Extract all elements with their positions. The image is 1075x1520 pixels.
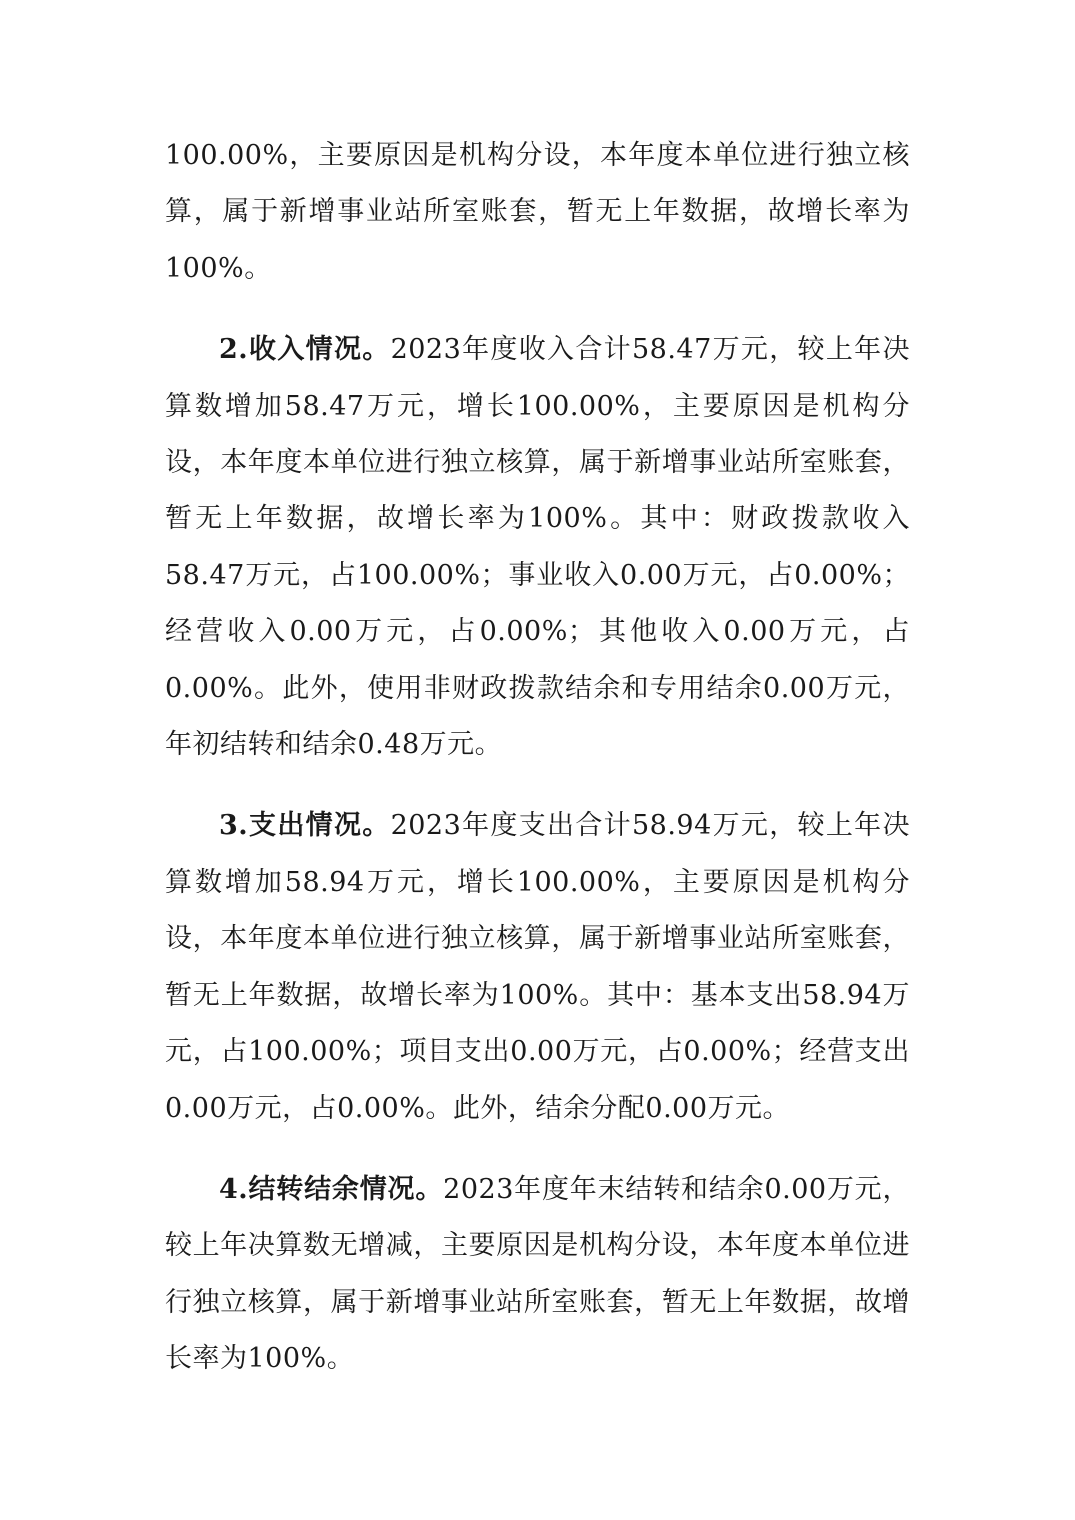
paragraph-body: 2023年度年末结转和结余0.00万元，较上年决算数无增减，主要原因是机构分设，本年度本单位进行独立核算，属于新增事业站所室账套，暂无上年数据，故增长率为100%。 bbox=[165, 1173, 910, 1375]
paragraph-body: 2023年度支出合计58.94万元，较上年决算数增加58.94万元，增长100.00%，主要原因是机构分设，本年度本单位进行独立核算，属于新增事业站所室账套，暂无上年数据，故增长率为100%。其中：基本支出58.94万元，占100.00%；项目支出0.00万元，占0.00%；经营支出0.00万元，占0.00%。此外，结余分配0.00万元。 bbox=[165, 810, 910, 1124]
section-heading-carryover: 4.结转结余情况。 bbox=[219, 1173, 444, 1205]
paragraph-continuation bbox=[165, 128, 910, 297]
document-page bbox=[165, 128, 910, 1388]
paragraph-body: 100.00%，主要原因是机构分设，本年度本单位进行独立核算，属于新增事业站所室账套，暂无上年数据，故增长率为100%。 bbox=[165, 140, 910, 284]
paragraph-income bbox=[165, 322, 910, 773]
paragraph-body: 2023年度收入合计58.47万元，较上年决算数增加58.47万元，增长100.00%，主要原因是机构分设，本年度本单位进行独立核算，属于新增事业站所室账套，暂无上年数据，故增长率为100%。其中：财政拨款收入58.47万元，占100.00%；事业收入0.00万元，占0.00%；经营收入0.00万元，占0.00%；其他收入0.00万元，占0.00%。此外，使用非财政拨款结余和专用结余0.00万元，年初结转和结余0.48万元。 bbox=[165, 334, 910, 761]
section-heading-expenditure: 3.支出情况。 bbox=[219, 810, 391, 842]
paragraph-expenditure bbox=[165, 798, 910, 1136]
paragraph-carryover bbox=[165, 1162, 910, 1388]
section-heading-income: 2.收入情况。 bbox=[219, 334, 391, 366]
